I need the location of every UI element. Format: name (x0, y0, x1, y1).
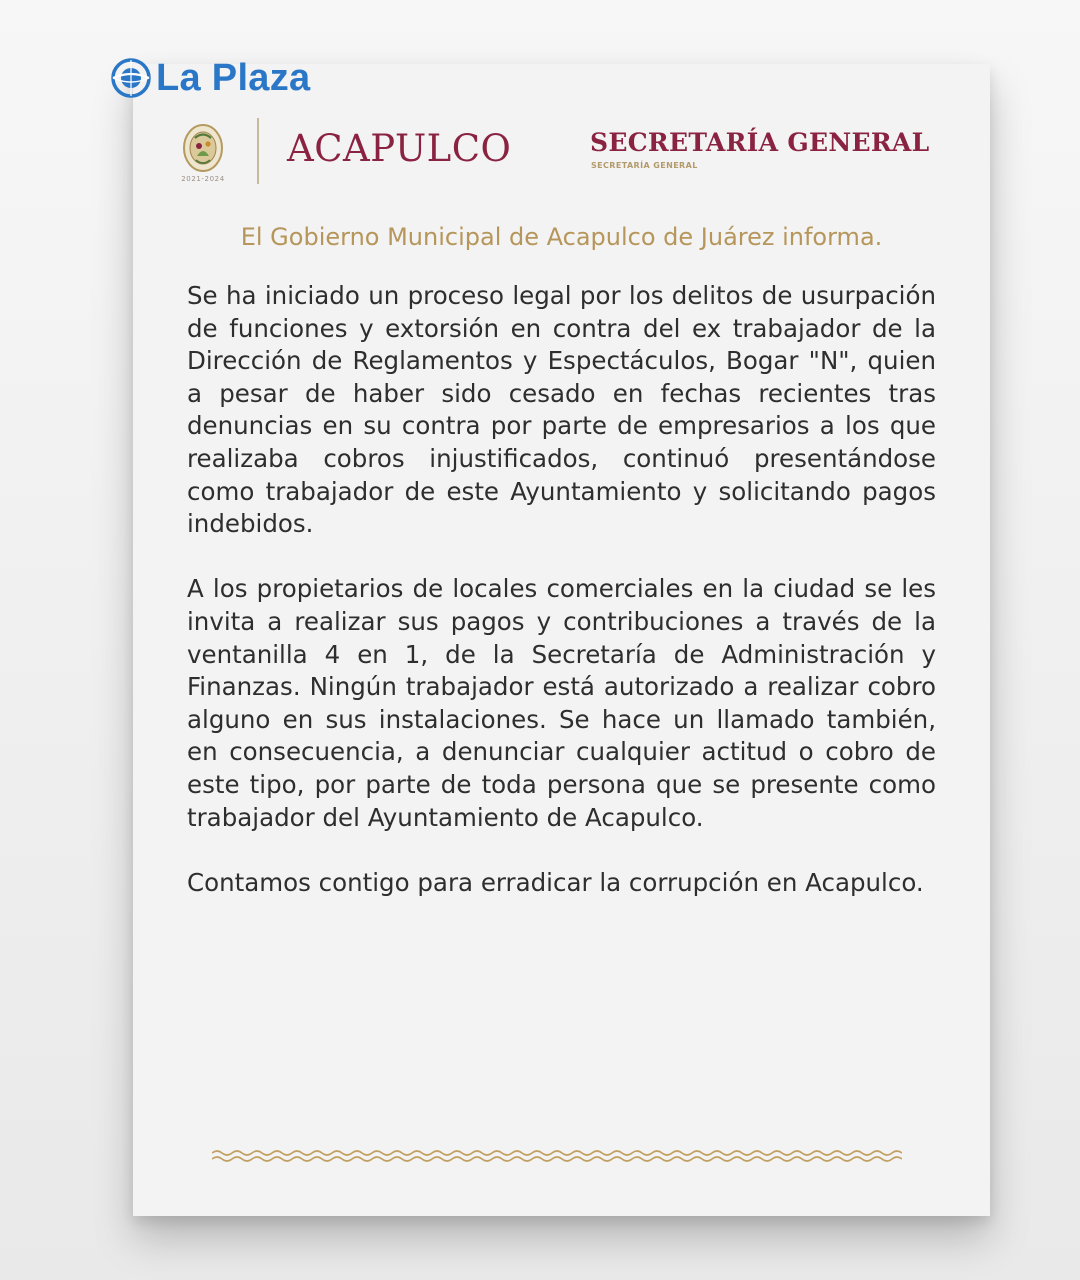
paragraph: Se ha iniciado un proceso legal por los delitos de usurpación de funciones y extorsión en contra del ex trabajador de la Dirección de Reglamentos y Espectáculos, Bogar "N", quien a pesar de haber sido cesado en fechas recientes tras denuncias en su contra por parte de empresarios a los que realizaba cobros injustificados, continuó presentándose como trabajador de este Ayuntamiento y solicitando pagos indebidos. (187, 281, 936, 539)
brand-acapulco: ACAPULCO (287, 127, 512, 170)
paragraph: A los propietarios de locales comerciales en la ciudad se les invita a realizar sus pagos y contribuciones a través de la ventanilla 4 en 1, de la Secretaría de Administración y Finanzas. Ningún trabajador está autorizado a realizar cobro alguno en sus instalaciones. Se hace un llamado también, en consecuencia, a denunciar cualquier actitud o cobro de este tipo, por parte de toda persona que se presente como trabajador del Ayuntamiento de Acapulco. (187, 574, 936, 832)
document-body (187, 280, 936, 932)
watermark-text: La Plaza (156, 57, 311, 99)
department-title: SECRETARÍA GENERAL (590, 128, 930, 157)
wave-ornament-icon (212, 1148, 902, 1164)
globe-icon (110, 57, 152, 99)
paragraph: Contamos contigo para erradicar la corrupción en Acapulco. (187, 867, 924, 897)
municipal-seal-icon (181, 122, 225, 176)
seal-years: 2021-2024 (181, 175, 225, 183)
watermark (110, 55, 310, 101)
department-subtitle: SECRETARÍA GENERAL (591, 161, 698, 170)
header-divider (257, 118, 259, 184)
document-page (133, 64, 990, 1216)
intro-heading: El Gobierno Municipal de Acapulco de Juárez informa. (240, 223, 883, 251)
